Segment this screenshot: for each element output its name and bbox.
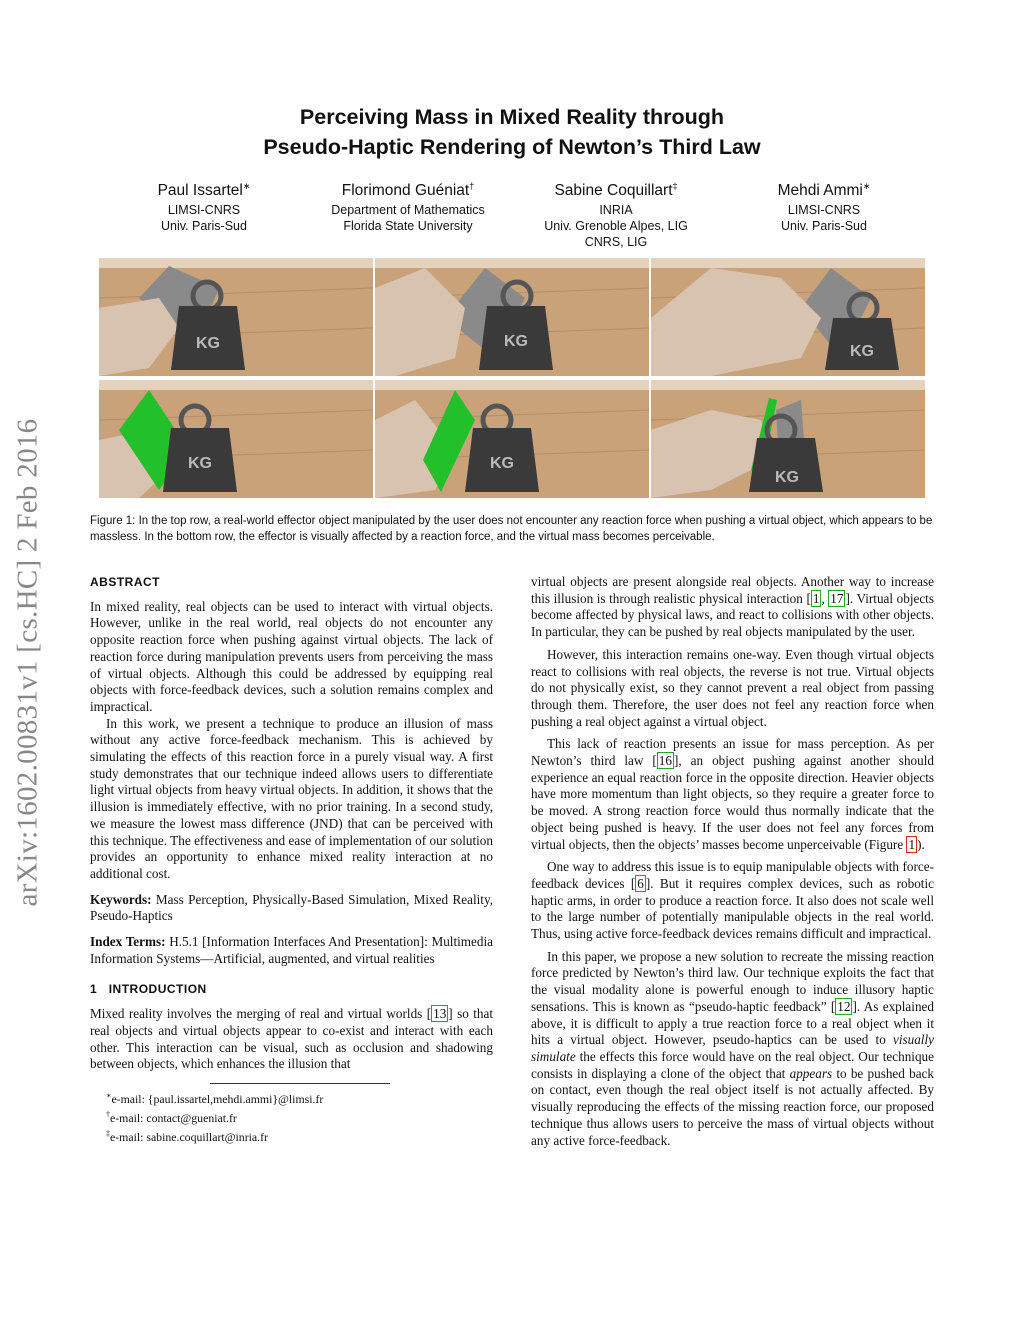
author-mark: ∗ bbox=[862, 181, 871, 191]
right-paragraph-3: This lack of reaction presents an issue for mass perception. As per Newton’s third law [ 16 ], an object pushing against another should experience an equal reaction force in the opposite direction. Heavier objects have more momentum than light objects, so they require a greater force to be moved. A strong reaction force would thus normally indicate that the object being pushed is heavy. If the user does not feel any forces from virtual objects, then the objects’ masses become unperceivable (Figure 1 ). bbox=[531, 736, 934, 852]
index-terms-text: H.5.1 [Information Interfaces And Presentation]: Multimedia Information Systems—Artificial, augmented, and virtual realities bbox=[90, 934, 494, 966]
emphasis: appears bbox=[789, 1065, 833, 1081]
author-gueniat bbox=[303, 175, 513, 234]
section-title: INTRODUCTION bbox=[108, 982, 207, 997]
title-line-2: Pseudo-Haptic Rendering of Newton’s Third Law bbox=[263, 135, 761, 159]
author-affiliation: Univ. Paris-Sud bbox=[781, 219, 867, 234]
weight-label: KG bbox=[775, 469, 799, 486]
author-name: Mehdi Ammi bbox=[777, 182, 863, 200]
left-column bbox=[90, 574, 493, 1145]
keywords-text: Mass Perception, Physically-Based Simulation, Mixed Reality, Pseudo-Haptics bbox=[90, 891, 493, 924]
keywords-label: Keywords: bbox=[90, 891, 152, 907]
weight-label: KG bbox=[850, 343, 874, 360]
footnote-1 bbox=[90, 1088, 493, 1107]
text-run: . As explained above, it is difficult to apply a true reaction force to a real object when it hits a virtual object. However, pseudo-haptics can be used to bbox=[531, 998, 934, 1048]
figure-link[interactable]: 1 bbox=[908, 836, 916, 852]
author-affiliation: LIMSI-CNRS bbox=[167, 203, 241, 218]
citation-link[interactable]: 12 bbox=[837, 998, 851, 1014]
right-paragraph-2: However, this interaction remains one-way. Even though virtual objects react to collisions with real objects, the reverse is not true. Virtual objects do not physically exist, so they cannot prevent a real object from passing through them. Therefore, the user does not feel any reaction force when pushing a real object against a virtual object. bbox=[531, 646, 934, 729]
author-issartel bbox=[99, 175, 309, 234]
footnote-mark: ‡ bbox=[106, 1128, 110, 1138]
text-run: One way to address this issue is to equip manipulable objects with force-feedback devices bbox=[531, 859, 934, 891]
weight-label: KG bbox=[188, 455, 212, 472]
author-affiliation: CNRS, LIG bbox=[584, 235, 648, 250]
arxiv-id: arXiv:1602.00831v1 [cs.HC] 2 Feb 2016 bbox=[11, 418, 44, 906]
abstract-paragraph-2: In this work, we present a technique to produce an illusion of mass without any active force-feedback mechanism. This is achieved by simulating the effects of this reaction force in a purely visual way. A first study demonstrates that our technique indeed allows users to differentiate light virtual objects from heavy virtual objects. In addition, it shows that the illusion is immediately effective, with no prior training. In a second study, we measure the lowest mass difference (JND) that can be perceived with this technique. The effectiveness and ease of implementation of our solution provides an opportunity to enhance mixed reality interaction at no additional cost. bbox=[90, 715, 493, 881]
footnote-text: e-mail: {paul.issartel,mehdi.ammi}@limsi.fr bbox=[111, 1091, 324, 1106]
citation-link[interactable]: 1 bbox=[812, 590, 820, 606]
right-column bbox=[531, 574, 934, 1149]
citation-link[interactable]: 16 bbox=[658, 753, 672, 769]
photo-bottom-2 bbox=[375, 380, 649, 498]
author-name: Sabine Coquillart bbox=[554, 182, 673, 200]
text-run: the effects this force would have on the real object. Our technique consists in displaying a clone of the object that bbox=[531, 1048, 934, 1081]
weight-label: KG bbox=[490, 455, 514, 472]
author-name: Florimond Guéniat bbox=[341, 182, 470, 200]
author-affiliation: Univ. Grenoble Alpes, LIG bbox=[544, 219, 688, 234]
photo-bottom-3 bbox=[651, 380, 925, 498]
footnote-text: e-mail: sabine.coquillart@inria.fr bbox=[110, 1129, 268, 1144]
right-paragraph-5: In this paper, we propose a new solution to recreate the missing reaction force predicted by Newton’s third law. Our technique exploits the fact that the visual modality alone is powerful enough to induce illusory haptic sensations. This is known as “pseudo-haptic feedback” [ 12 ]. As explained above, it is difficult to apply a true reaction force to a real object when it hits a virtual object. However, pseudo-haptics can be used to visually simulate the effects this force would have on the real object. Our technique consists in displaying a clone of the object that appears to be pushed back on contact, even though the real object itself is not actually affected. By visually reproducing the effects of the missing reaction force, our proposed technique thus allows users to perceive the mass of virtual objects without any active force-feedback. bbox=[531, 948, 934, 1148]
footnote-2 bbox=[90, 1107, 493, 1126]
text-run: In this paper, we propose a new solution to recreate the missing reaction force predicted by Newton’s third law. Our technique exploits the fact that the visual modality alone is powerful enough to induce illusory haptic sensations. This is known as “pseudo-haptic feedback” bbox=[531, 948, 934, 1014]
author-affiliation: Department of Mathematics bbox=[331, 203, 485, 218]
footnote-3 bbox=[90, 1126, 493, 1145]
right-paragraph-4: One way to address this issue is to equip manipulable objects with force-feedback devices [ 6 ]. But it requires complex devices, such as robotic haptic arms, in order to produce a reaction force. It also does not scale well to the large number of potentially manipulable objects in the real world. Thus, using active force-feedback devices remains difficult and impractical. bbox=[531, 859, 934, 942]
text-run: virtual objects are present alongside real objects. Another way to increase this illusion is through realistic physical interaction bbox=[531, 574, 934, 606]
text-run: , an object pushing against another should experience an equal reaction force in the opposite direction. Heavier objects have more momentum than light objects, so they require a greater force to be moved. A strong reaction force would thus normally indicate that the object being pushed is heavy. If the user does not feel any forces from virtual objects, then the objects’ masses become unperceivable (Figure bbox=[531, 753, 934, 852]
text-run: . But it requires complex devices, such as robotic haptic arms, in order to produce a reaction force. It also does not scale well to the large number of potentially manipulable objects in the real world. Thus, using active force-feedback devices remains difficult and impractical. bbox=[531, 875, 934, 942]
author-name: Paul Issartel bbox=[157, 182, 243, 200]
author-mark: ∗ bbox=[242, 181, 251, 191]
citation-link[interactable]: 6 bbox=[637, 875, 644, 891]
intro-paragraph-1: Mixed reality involves the merging of real and virtual worlds [ 13 ] so that real objects and virtual objects appear to co-exist and interact with each other. This interaction can be visual, such as occlusion and shadowing between objects, which enhances the illusion that bbox=[90, 1006, 493, 1072]
text-run: Virtual objects become affected by physical laws, and react to collisions with other objects. In particular, they can be pushed by real objects manipulated by the user. bbox=[531, 590, 934, 640]
citation-link[interactable]: 13 bbox=[433, 1006, 447, 1022]
weight-label: KG bbox=[504, 333, 528, 350]
author-affiliation: Univ. Paris-Sud bbox=[161, 219, 247, 234]
index-terms-label: Index Terms: bbox=[90, 934, 166, 950]
author-mark: ‡ bbox=[672, 181, 678, 191]
right-paragraph-1: virtual objects are present alongside real objects. Another way to increase this illusion is through realistic physical interaction [ 1 , 17 ]. Virtual objects become affected by physical laws, and react to collisions with other objects. In particular, they can be pushed by real objects manipulated by the user. bbox=[531, 574, 934, 640]
section-number: 1 bbox=[90, 982, 98, 997]
author-ammi bbox=[719, 175, 929, 234]
abstract-heading: ABSTRACT bbox=[90, 575, 160, 589]
text-run: Mixed reality involves the merging of real and virtual worlds bbox=[90, 1006, 427, 1022]
footnote-text: e-mail: contact@gueniat.fr bbox=[110, 1110, 237, 1125]
text-run: so that real objects and virtual objects appear to co-exist and interact with each other. This interaction can be visual, such as occlusion and shadowing between objects, which enhances the illusion that bbox=[90, 1006, 493, 1072]
photo-top-1 bbox=[99, 258, 373, 376]
author-affiliation: Florida State University bbox=[343, 219, 473, 234]
footnote-mark: ∗ bbox=[106, 1090, 112, 1100]
arxiv-stamp bbox=[8, 362, 48, 962]
author-mark: † bbox=[469, 181, 475, 191]
intro-heading bbox=[90, 981, 493, 998]
photo-top-2 bbox=[375, 258, 649, 376]
title-line-1: Perceiving Mass in Mixed Reality through bbox=[299, 105, 725, 129]
photo-top-3 bbox=[651, 258, 925, 376]
author-affiliation: LIMSI-CNRS bbox=[787, 203, 861, 218]
paper-title bbox=[150, 102, 874, 162]
author-affiliation: INRIA bbox=[599, 203, 633, 218]
keywords bbox=[90, 892, 493, 925]
footnote-mark: † bbox=[106, 1109, 110, 1119]
text-run: This lack of reaction presents an issue for mass perception. As per Newton’s third law bbox=[531, 736, 934, 769]
emphasis: visually simulate bbox=[531, 1032, 934, 1064]
footnote-rule bbox=[210, 1083, 390, 1084]
figure-caption: Figure 1: In the top row, a real-world effector object manipulated by the user does not encounter any reaction force when pushing a virtual object, which appears to be massless. In the bottom row, the effector is visually affected by a reaction force, and the virtual mass becomes perceivable. bbox=[90, 515, 933, 543]
text-run: to be pushed back on contact, even though the real object itself is not actually affected. By visually reproducing the effects of the missing reaction force, our proposed technique thus allows users to perceive the mass of virtual objects without any active force-feedback. bbox=[531, 1065, 934, 1148]
abstract-paragraph-1: In mixed reality, real objects can be used to interact with virtual objects. However, unlike in the real world, real objects do not encounter any opposite reaction force when pushing against virtual objects. The lack of reaction force during manipulation prevents users from perceiving the mass of virtual objects. Although this could be addressed by equipping real objects with force-feedback devices, such a solution remains complex and impractical. bbox=[90, 598, 493, 714]
figure-1 bbox=[99, 258, 925, 498]
index-terms bbox=[90, 934, 493, 967]
weight-label: KG bbox=[196, 335, 220, 352]
photo-bottom-1 bbox=[99, 380, 373, 498]
text-run: ). bbox=[917, 836, 925, 852]
author-coquillart bbox=[511, 175, 721, 250]
citation-link[interactable]: 17 bbox=[830, 590, 844, 606]
